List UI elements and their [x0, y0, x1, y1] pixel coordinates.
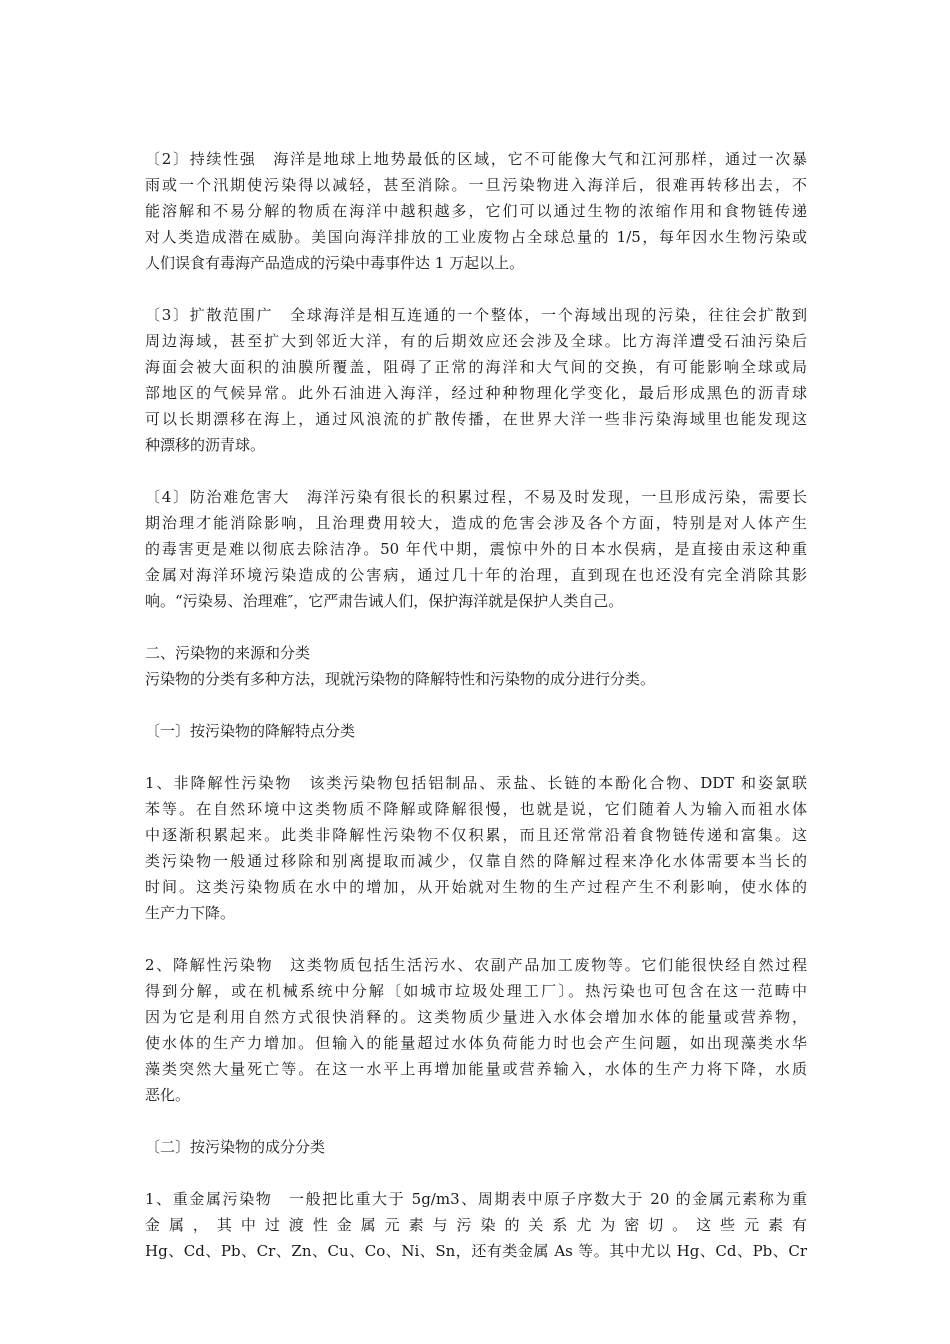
- text-line: 〔4〕防治难危害大 海洋污染有很长的积累过程，不易及时发现，一旦形成污染，需要长: [145, 488, 807, 506]
- text-line: 苯等。在自然环境中这类物质不降解或降解很慢，也就是说，它们随着人为输入而祖水体: [145, 800, 807, 818]
- text-line: 时间。这类污染物质在水中的增加，从开始就对生物的生产过程产生不利影响，使水体的: [145, 878, 807, 896]
- text-line: 藻类突然大量死亡等。在这一水平上再增加能量或营养输入，水体的生产力将下降，水质: [145, 1060, 807, 1078]
- heading-text: 〔一〕按污染物的降解特点分类: [145, 722, 356, 740]
- subheading-degradation: [145, 718, 807, 744]
- text-line: 金 属 ， 其 中 过 渡 性 金 属 元 素 与 污 染 的 关 系 尤 为 密 切 。 这 些 元 素 有: [145, 1216, 807, 1234]
- text-line: 种漂移的沥青球。: [145, 436, 266, 454]
- text-line: 因为它是利用自然方式很快消释的。这类物质少量进入水体会增加水体的能量或营养物，: [145, 1008, 807, 1026]
- text-line: 雨或一个汛期使污染得以减轻，甚至消除。一旦污染物进入海洋后，很难再转移出去，不: [145, 176, 807, 194]
- text-line: 响。“污染易、治理难″，它严肃告诫人们，保护海洋就是保护人类自己。: [145, 592, 624, 610]
- paragraph-degradable: [145, 952, 807, 1108]
- text-line: 2、降解性污染物 这类物质包括生活污水、农副产品加工废物等。它们能很快经自然过程: [145, 956, 807, 974]
- text-line: 生产力下降。: [145, 904, 236, 922]
- text-line: 金属对海洋环境污染造成的公害病，通过几十年的治理，直到现在也还没有完全消除其影: [145, 566, 807, 584]
- paragraph-diffusion: [145, 302, 807, 458]
- text-line: 污染物的分类有多种方法，现就污染物的降解特性和污染物的成分进行分类。: [145, 670, 656, 688]
- subheading-composition: [145, 1134, 807, 1160]
- text-line: 能溶解和不易分解的物质在海洋中越积越多，它们可以通过生物的浓缩作用和食物链传递: [145, 202, 807, 220]
- text-line: 期治理才能消除影响，且治理费用较大，造成的危害会涉及各个方面，特别是对人体产生: [145, 514, 807, 532]
- text-line: 海面会被大面积的油膜所覆盖，阻碍了正常的海洋和大气间的交换，有可能影响全球或局: [145, 358, 807, 376]
- heading-text: 二、污染物的来源和分类: [145, 644, 311, 662]
- text-line: 可以长期漂移在海上，通过风浪流的扩散传播，在世界大洋一些非污染海域里也能发现这: [145, 410, 807, 428]
- paragraph-heavy-metals: [145, 1186, 807, 1264]
- paragraph-non-degradable: [145, 770, 807, 926]
- text-line: 类污染物一般通过移除和别离提取而减少，仅靠自然的降解过程来净化水体需要本当长的: [145, 852, 807, 870]
- text-line: 〔3〕扩散范围广 全球海洋是相互连通的一个整体，一个海域出现的污染，往往会扩散到: [145, 306, 807, 324]
- text-line: 得到分解，或在机械系统中分解〔如城市垃圾处理工厂〕。热污染也可包含在这一范畴中: [145, 982, 807, 1000]
- text-line: 部地区的气候异常。此外石油进入海洋，经过种种物理化学变化，最后形成黑色的沥青球: [145, 384, 807, 402]
- text-line: 使水体的生产力增加。但输入的能量超过水体负荷能力时也会产生问题，如出现藻类水华: [145, 1034, 807, 1052]
- text-line: 〔2〕持续性强 海洋是地球上地势最低的区域，它不可能像大气和江河那样，通过一次暴: [145, 150, 807, 168]
- paragraph-intro: [145, 666, 807, 692]
- document-page: [145, 146, 807, 1290]
- text-line: 1、重金属污染物 一般把比重大于 5g/m3、周期表中原子序数大于 20 的金属元素称为重: [145, 1190, 807, 1208]
- text-line: 的毒害更是难以彻底去除洁净。50 年代中期，震惊中外的日本水俣病，是直接由汞这种重: [145, 540, 807, 558]
- text-line: Hg、Cd、Pb、Cr、Zn、Cu、Co、Ni、Sn，还有类金属 As 等。其中尤以 Hg、Cd、Pb、Cr: [145, 1242, 807, 1260]
- paragraph-persistence: [145, 146, 807, 276]
- heading-text: 〔二〕按污染物的成分分类: [145, 1138, 326, 1156]
- section-heading-sources: [145, 640, 807, 666]
- paragraph-prevention: [145, 484, 807, 614]
- text-line: 中逐渐积累起来。此类非降解性污染物不仅积累，而且还常常沿着食物链传递和富集。这: [145, 826, 807, 844]
- text-line: 1、非降解性污染物 该类污染物包括铝制品、汞盐、长链的本酚化合物、DDT 和姿氯联: [145, 774, 807, 792]
- text-line: 人们误食有毒海产品造成的污染中毒事件达 1 万起以上。: [145, 254, 525, 272]
- text-line: 对人类造成潜在威胁。美国向海洋排放的工业废物占全球总量的 1/5，每年因水生物污染或: [145, 228, 807, 246]
- text-line: 周边海域，甚至扩大到邻近大洋，有的后期效应还会涉及全球。比方海洋遭受石油污染后: [145, 332, 807, 350]
- text-line: 恶化。: [145, 1086, 191, 1104]
